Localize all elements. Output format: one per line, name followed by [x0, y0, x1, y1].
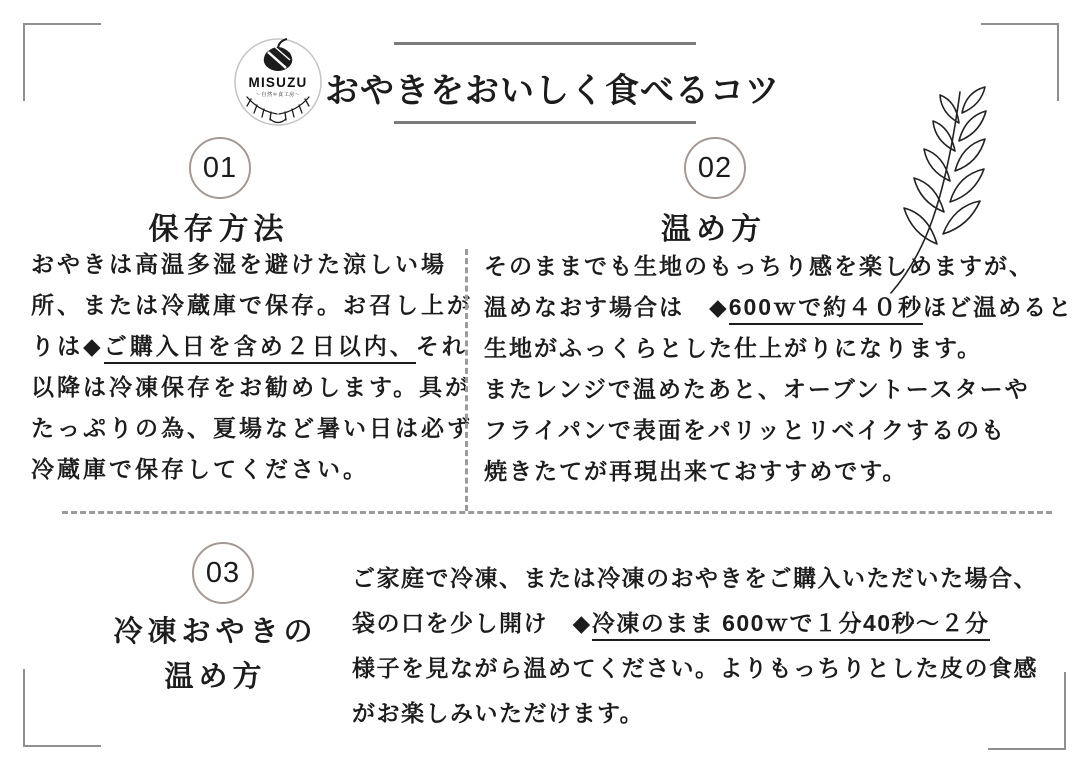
underlined-text: 冷凍のまま 600ｗで１分40秒～２分 [592, 610, 990, 641]
body-line [31, 408, 473, 449]
text-segment: それ [415, 333, 468, 359]
logo-brand-text: MISUZU [248, 75, 308, 90]
section-03-number-badge [192, 542, 254, 604]
section-03-body [352, 556, 1038, 736]
body-line [352, 601, 1038, 646]
text-segment: またレンジで温めたあと、オーブントースターや [484, 376, 1030, 402]
body-line [484, 287, 1073, 328]
text-segment: おやきは高温多湿を避けた涼しい場 [31, 251, 447, 277]
text-segment: たっぷりの為、夏場など暑い日は必ず [31, 415, 473, 441]
section-01-body [31, 244, 473, 490]
underlined-text: 600ｗで約４０秒 [729, 294, 923, 325]
section-01-heading: 保存方法 [148, 213, 289, 246]
text-segment: りは◆ [31, 333, 104, 359]
section-02-number-badge [684, 137, 746, 199]
text-segment: 所、または冷蔵庫で保存。お召し上が [31, 292, 473, 318]
underlined-text: ご購入日を含め２日以内、 [104, 333, 416, 364]
body-line [31, 449, 473, 490]
body-line [484, 246, 1073, 287]
body-line [484, 328, 1073, 369]
text-segment: 焼きたてが再現出来ておすすめです。 [484, 458, 908, 484]
text-segment: フライパンで表面をパリッとリベイクするのも [484, 417, 1007, 443]
text-segment: そのままでも生地のもっちり感を楽しめますが、 [484, 253, 1034, 279]
section-number: 03 [205, 556, 241, 589]
text-segment: 冷蔵庫で保存してください。 [31, 456, 369, 482]
corner-bracket-top-left [23, 23, 101, 101]
text-segment: 温めなおす場合は ◆ [484, 294, 729, 320]
logo-tagline-text: 〜自然＊食工房〜 [255, 92, 301, 98]
text-segment: 生地がふっくらとした仕上がりになります。 [484, 335, 983, 361]
vertical-dashed-divider [465, 249, 468, 511]
text-segment: 様子を見ながら温めてください。よりもっちりとした皮の食感 [352, 655, 1038, 681]
section-02-body [484, 246, 1073, 492]
title-rule-bottom [394, 121, 696, 124]
horizontal-dashed-divider [62, 511, 1052, 514]
body-line [31, 244, 473, 285]
title-rule-top [394, 42, 696, 45]
body-line [484, 451, 1073, 492]
body-line [352, 646, 1038, 691]
section-03-heading [78, 610, 353, 700]
section-number: 01 [202, 151, 238, 184]
page-title: おやきをおいしく食べるコツ [325, 72, 780, 110]
text-segment: 以降は冷凍保存をお勧めします。具が [31, 374, 472, 400]
body-line [31, 285, 473, 326]
text-segment: ほど温めると [923, 294, 1074, 320]
body-line [31, 367, 473, 408]
body-line [352, 556, 1038, 601]
body-line [352, 691, 1038, 736]
text-segment: がお楽しみいただけます。 [352, 700, 645, 726]
text-segment: ご家庭で冷凍、または冷凍のおやきをご購入いただいた場合、 [352, 565, 1038, 591]
section-number: 02 [697, 151, 733, 184]
misuzu-logo [233, 37, 323, 127]
section-01-number-badge [189, 137, 251, 199]
section-03-heading-line-1: 冷凍おやきの [113, 616, 318, 648]
body-line [31, 326, 473, 367]
body-line [484, 410, 1073, 451]
section-03-heading-line-2: 温め方 [164, 661, 267, 693]
text-segment: 袋の口を少し開け ◆ [352, 610, 592, 636]
section-02-heading: 温め方 [661, 213, 766, 246]
body-line [484, 369, 1073, 410]
